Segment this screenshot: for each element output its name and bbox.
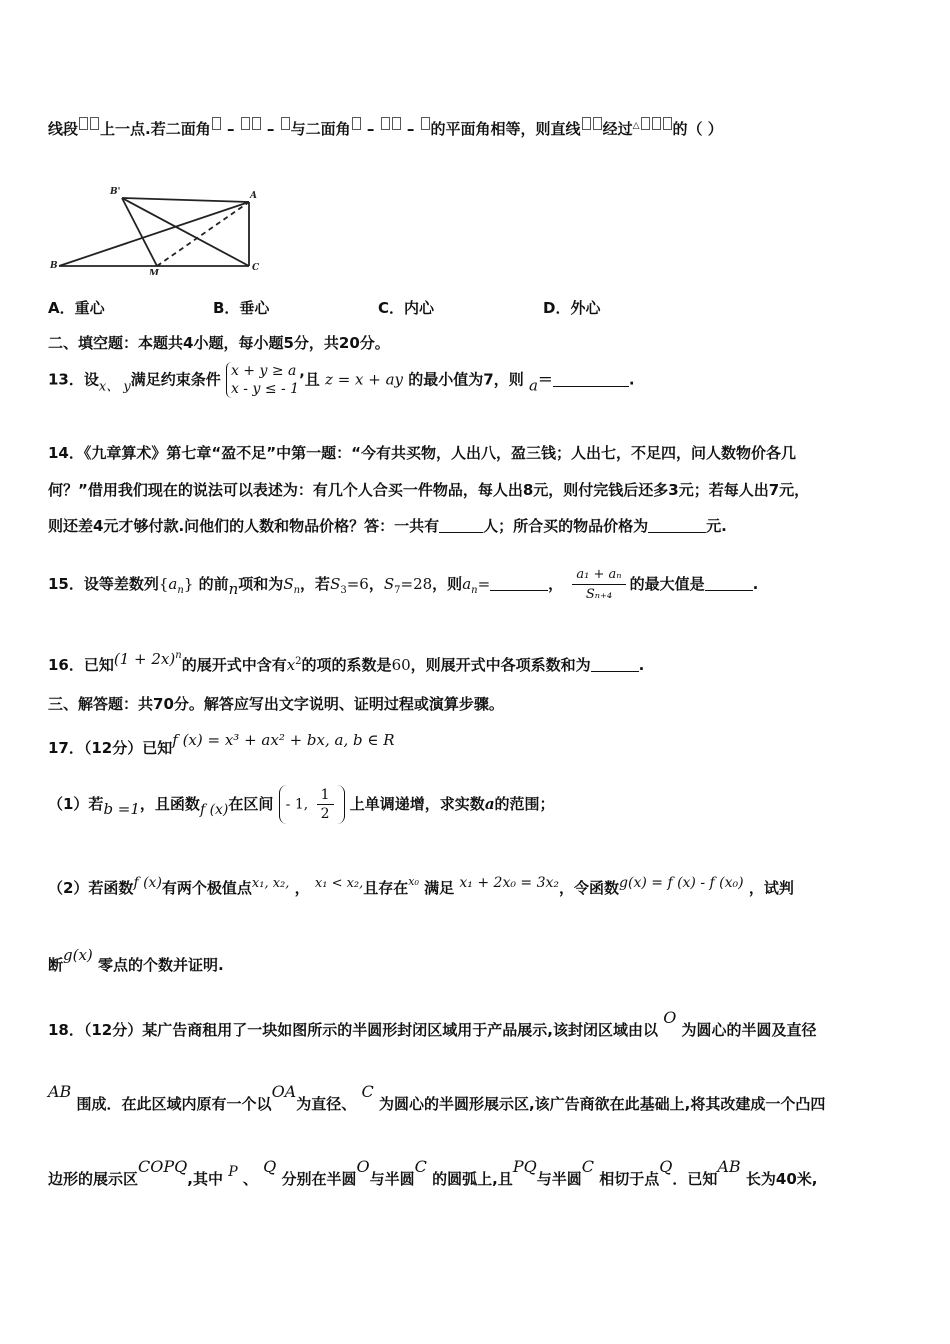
answer-blank[interactable] bbox=[648, 518, 706, 533]
label-b: B bbox=[50, 261, 58, 271]
q14-line-3: 则还差4元才够付款.问他们的人数和物品价格？答：一共有 人；所合买的物品价格为 元. bbox=[48, 517, 727, 535]
q17-part-1: （1）若b =1，且函数f (x)在区间 - 1, $\frac{1}{2}$ 上单调递增，求实数a的范围； bbox=[48, 787, 555, 822]
q14-line-2: 何？”借用我们现在的说法可以表述为：有几个人合买一件物品，每人出8元，则付完钱后还多3元；若每人出7元， bbox=[48, 481, 810, 499]
glyph-placeholder-icon bbox=[663, 117, 672, 130]
section-2-heading: 二、填空题：本题共4小题，每小题5分，共20分。 bbox=[48, 334, 390, 352]
triangle-icon: △ bbox=[632, 121, 640, 131]
fraction: $\frac{\text{a₁ + aₙ}}{\text{Sₙ₊₄}}$ bbox=[572, 566, 625, 603]
q15: 15．设等差数列$\{a_n\}$ 的前n项和为$S_n$，若$S_3=6$，$S_7=28$，则$a_n=$ ， $\frac{\text{a₁ + aₙ}}{\text{Sₙ₊₄}}$ 的最大值是 . bbox=[48, 567, 759, 602]
answer-blank[interactable] bbox=[705, 576, 753, 591]
glyph-placeholder-icon bbox=[252, 117, 261, 130]
glyph-placeholder-icon bbox=[392, 117, 401, 130]
constraint-system: x + y ≥ a x - y ≤ - 1 bbox=[226, 362, 299, 398]
glyph-placeholder-icon bbox=[641, 117, 650, 130]
glyph-placeholder-icon bbox=[90, 117, 99, 130]
label-b-prime: B' bbox=[110, 187, 121, 197]
glyph-placeholder-icon bbox=[421, 117, 430, 130]
q12-line: 线段 上一点.若二面角 – – 与二面角 – – 的平面角相等，则直线 经过△ 的（ ） bbox=[48, 116, 723, 139]
q13: 13．设x、 y满足约束条件 x + y ≥ a x - y ≤ - 1 ’且 z = x + ay 的最小值为7，则 a＝ . bbox=[48, 363, 635, 397]
q17-part-2-cont: 断g(x) 零点的个数并证明. bbox=[48, 946, 224, 974]
option-b[interactable]: B．垂心 bbox=[213, 299, 270, 317]
glyph-placeholder-icon bbox=[582, 117, 591, 130]
glyph-placeholder-icon bbox=[79, 117, 88, 130]
option-c[interactable]: C．内心 bbox=[378, 299, 435, 317]
section-3-heading: 三、解答题：共70分。解答应写出文字说明、证明过程或演算步骤。 bbox=[48, 695, 504, 713]
glyph-placeholder-icon bbox=[281, 117, 290, 130]
q14-line-1: 14．《九章算术》第七章“盈不足”中第一题：“今有共买物，人出八，盈三钱；人出七，不足四，问人数物价各几 bbox=[48, 444, 796, 462]
option-d[interactable]: D．外心 bbox=[543, 299, 601, 317]
label-m: M bbox=[149, 269, 159, 275]
glyph-placeholder-icon bbox=[212, 117, 221, 130]
answer-blank[interactable] bbox=[439, 518, 483, 533]
q18-line-3: 边形的展示区COPQ,其中 P 、 Q 分别在半圆O与半圆C 的圆弧上,且PQ与半圆C 相切于点Q．已知AB 长为40米, bbox=[48, 1157, 818, 1188]
q18-line-2: AB 围成．在此区域内原有一个以OA为直径、 C 为圆心的半圆形展示区,该广告商欲在此基础上,将其改建成一个凸四 bbox=[48, 1082, 826, 1113]
q16: 16．已知$(1 + 2x)^n$的展开式中含有$x^2$的项的系数是60，则展开式中各项系数和为 . bbox=[48, 650, 645, 674]
glyph-placeholder-icon bbox=[241, 117, 250, 130]
q17-head: 17．（12分）已知f (x) = x³ + ax² + bx, a, b ∈ R bbox=[48, 731, 395, 757]
q18-line-1: 18．（12分）某广告商租用了一块如图所示的半圆形封闭区域用于产品展示,该封闭区域由以 O 为圆心的半圆及直径 bbox=[48, 1008, 817, 1039]
glyph-placeholder-icon bbox=[652, 117, 661, 130]
answer-blank[interactable] bbox=[553, 372, 629, 387]
q17-part-2: （2）若函数f (x)有两个极值点x₁, x₂, ， x₁ < x₂,且存在$^{x_0}$ 满足 x₁ + 2x₀ = 3x₂，令函数g(x) = f (x) - f (x₀) ，试判 bbox=[48, 875, 794, 897]
glyph-placeholder-icon bbox=[352, 117, 361, 130]
glyph-placeholder-icon bbox=[381, 117, 390, 130]
answer-blank[interactable] bbox=[591, 657, 639, 672]
answer-blank[interactable] bbox=[490, 576, 548, 591]
q12-options bbox=[48, 298, 601, 318]
interval: - 1, $\frac{1}{2}$ bbox=[279, 785, 345, 824]
option-a[interactable]: A．重心 bbox=[48, 299, 105, 317]
glyph-placeholder-icon bbox=[593, 117, 602, 130]
geometry-figure bbox=[44, 180, 274, 275]
label-c: C bbox=[252, 263, 260, 273]
label-a: A bbox=[250, 191, 257, 201]
